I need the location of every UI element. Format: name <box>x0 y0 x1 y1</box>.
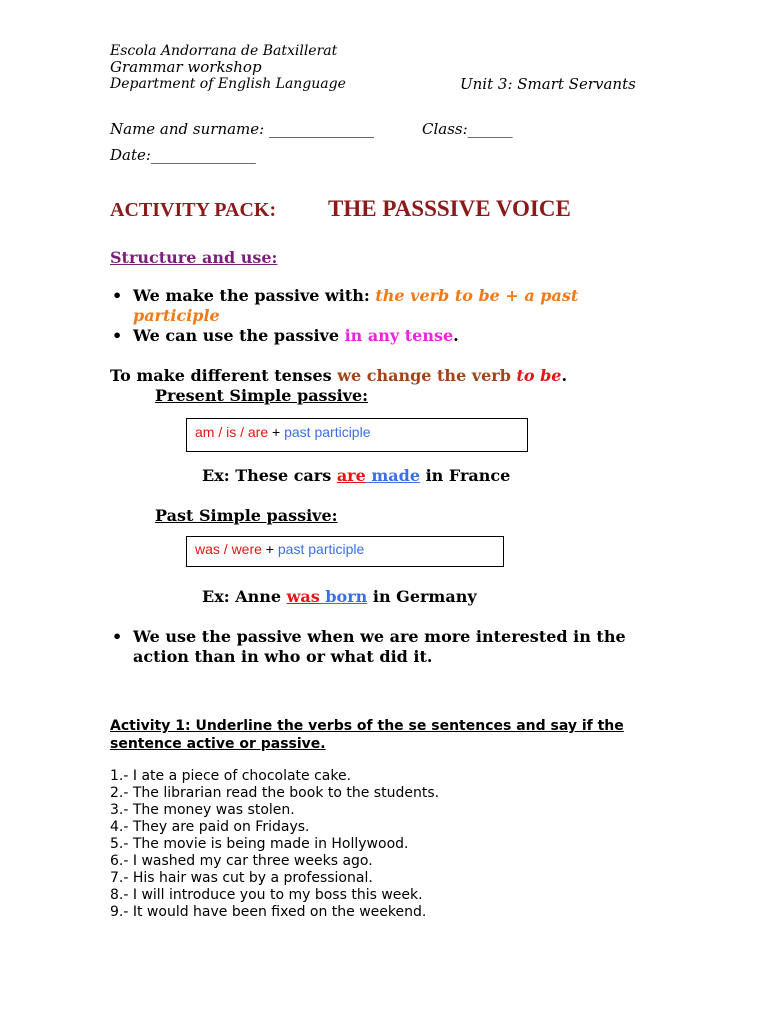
school-name: Escola Andorrana de Batxillerat <box>110 43 338 59</box>
page-title: THE PASSSIVE VOICE <box>328 196 571 221</box>
sentence-item: 9.- It would have been fixed on the weekend. <box>110 904 427 920</box>
sentence-item: 3.- The money was stolen. <box>110 802 295 818</box>
present-formula-box <box>186 418 528 452</box>
formula-plus: + <box>268 424 285 440</box>
past-formula-box <box>186 536 504 567</box>
sentence-item: 2.- The librarian read the book to the students. <box>110 785 440 801</box>
name-field: Name and surname: ______________ <box>110 120 374 138</box>
bullet-text-end: . <box>453 326 459 345</box>
tenses-text-end: . <box>561 366 568 385</box>
example-text: Ex: These cars <box>202 466 337 485</box>
present-simple-heading: Present Simple passive: <box>155 386 369 405</box>
bullet-dot: • <box>112 326 123 345</box>
formula-aux: was / were <box>195 541 262 557</box>
example-participle: made <box>365 466 421 485</box>
example-text-end: in Germany <box>367 587 477 606</box>
activity1-title-line2: sentence active or passive. <box>110 736 326 752</box>
tenses-text: To make different tenses <box>110 366 338 385</box>
highlight-change-verb: we change the verb <box>337 366 517 385</box>
activity1-title-line1: Activity 1: Underline the verbs of the se sentences and say if the <box>110 718 624 734</box>
bullet-text: We make the passive with: <box>133 286 376 305</box>
sentence-item: 5.- The movie is being made in Hollywood. <box>110 836 409 852</box>
workshop-name: Grammar workshop <box>110 58 262 76</box>
example-aux: are <box>336 466 366 485</box>
highlight-participle: participle <box>133 306 220 325</box>
sentence-item: 8.- I will introduce you to my boss this week. <box>110 887 423 903</box>
bullet-more-interested-line1: We use the passive when we are more interested in the <box>133 627 626 646</box>
department-name: Department of English Language <box>110 76 346 92</box>
past-simple-heading: Past Simple passive: <box>155 506 338 525</box>
date-field: Date:______________ <box>110 146 256 164</box>
past-example <box>202 587 477 606</box>
formula-plus: + <box>261 541 278 557</box>
formula-participle: past participle <box>284 424 371 440</box>
activity-pack-label: ACTIVITY PACK: <box>110 199 277 221</box>
bullet-text: We can use the passive <box>133 326 345 345</box>
sentence-item: 6.- I washed my car three weeks ago. <box>110 853 373 869</box>
structure-heading: Structure and use: <box>110 248 278 267</box>
bullet-any-tense <box>133 326 459 345</box>
example-text: Ex: Anne <box>202 587 287 606</box>
sentence-item: 1.- I ate a piece of chocolate cake. <box>110 768 352 784</box>
example-participle: born <box>319 587 368 606</box>
bullet-more-interested-line2: action than in who or what did it. <box>133 647 433 666</box>
highlight-any-tense: in any tense <box>344 326 454 345</box>
example-text-end: in France <box>420 466 511 485</box>
present-example <box>202 466 510 485</box>
class-field: Class:______ <box>422 120 513 138</box>
formula-participle: past participle <box>277 541 365 557</box>
highlight-to-be: to be <box>516 366 562 385</box>
bullet-make-passive <box>133 286 578 305</box>
bullet-dot: • <box>112 627 123 646</box>
highlight-verb-to-be: the verb to be + a past <box>375 286 579 305</box>
formula-aux: am / is / are <box>195 424 269 440</box>
tenses-line <box>110 366 567 385</box>
sentence-item: 7.- His hair was cut by a professional. <box>110 870 373 886</box>
sentence-item: 4.- They are paid on Fridays. <box>110 819 310 835</box>
example-aux: was <box>286 587 320 606</box>
bullet-dot: • <box>112 286 123 305</box>
unit-label: Unit 3: Smart Servants <box>460 75 636 93</box>
